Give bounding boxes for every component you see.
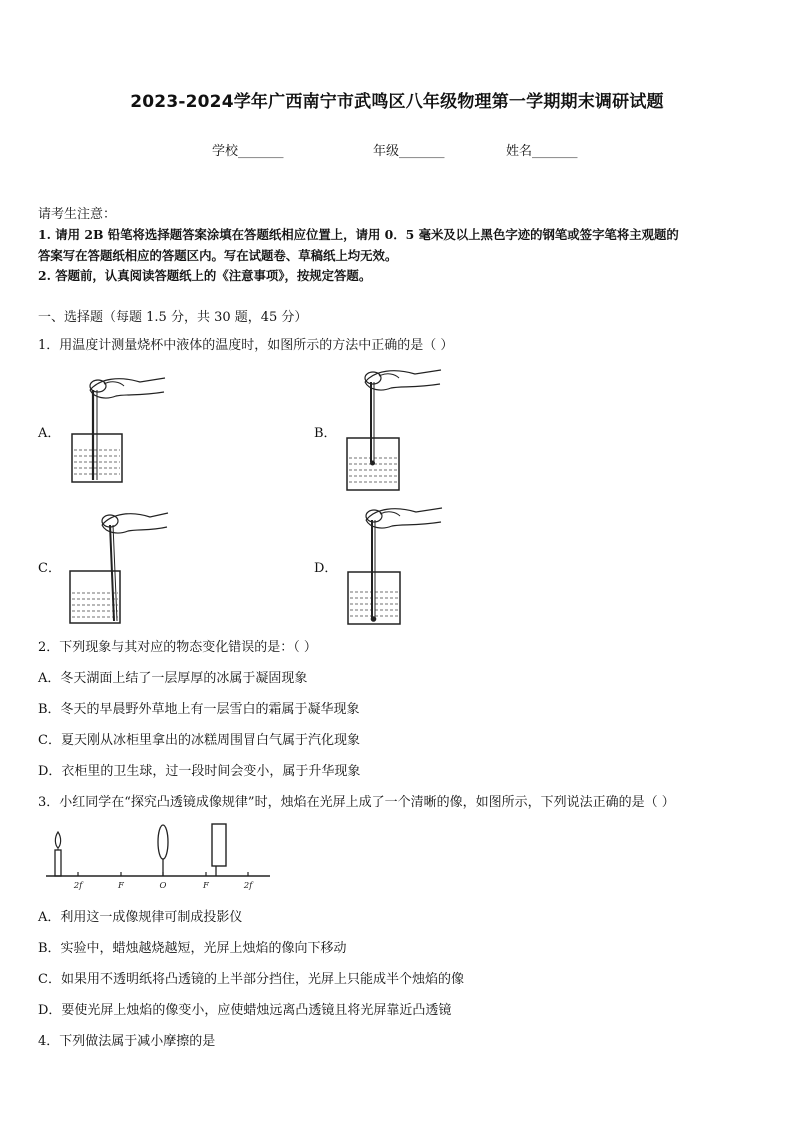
- q3-stem: 3．小红同学在“探究凸透镜成像规律”时，烛焰在光屏上成了一个清晰的像，如图所示，下列说法正确的是（ ）: [38, 795, 675, 810]
- q1-figure-c: [62, 505, 172, 627]
- q1-option-a-label: A．: [38, 426, 61, 441]
- q3-option-c: C．如果用不透明纸将凸透镜的上半部分挡住，光屏上只能成半个烛焰的像: [38, 972, 464, 987]
- q1-option-c-label: C．: [38, 561, 61, 576]
- page-title: 2023-2024学年广西南宁市武鸣区八年级物理第一学期期末调研试题: [130, 92, 664, 112]
- q1-option-b-label: B．: [314, 426, 337, 441]
- axis-label-2f-left: 2f: [73, 881, 83, 891]
- grade-field: 年级_______: [373, 144, 445, 159]
- q2-option-d: D．衣柜里的卫生球，过一段时间会变小，属于升华现象: [38, 764, 361, 779]
- q2-option-b: B．冬天的早晨野外草地上有一层雪白的霜属于凝华现象: [38, 702, 360, 717]
- notice-heading: 请考生注意：: [38, 207, 117, 222]
- q1-stem: 1．用温度计测量烧杯中液体的温度时，如图所示的方法中正确的是（ ）: [38, 338, 454, 353]
- notice-item-1-line-1: 1. 请用 2B 铅笔将选择题答案涂填在答题纸相应位置上，请用 0．5 毫米及以上黑色字迹的钢笔或签字笔将主观题的: [38, 227, 679, 242]
- notice-item-2: 2. 答题前，认真阅读答题纸上的《注意事项》，按规定答题。: [38, 268, 372, 283]
- section-heading: 一、选择题（每题 1.5 分，共 30 题，45 分）: [38, 310, 308, 325]
- school-field: 学校_______: [212, 144, 284, 159]
- axis-label-f-left: F: [118, 881, 124, 891]
- q3-option-b: B．实验中，蜡烛越烧越短，光屏上烛焰的像向下移动: [38, 941, 347, 956]
- q4-stem: 4．下列做法属于减小摩擦的是: [38, 1034, 216, 1049]
- q1-figure-b: [335, 362, 445, 494]
- q1-option-d-label: D．: [314, 561, 338, 576]
- notice-item-1-line-2: 答案写在答题纸相应的答题区内。写在试题卷、草稿纸上均无效。: [38, 248, 398, 263]
- q1-figure-d: [336, 500, 446, 628]
- q3-optical-bench-figure: [44, 818, 274, 896]
- axis-label-f-right: F: [203, 881, 209, 891]
- q1-figure-a: [60, 368, 170, 488]
- q3-option-a: A．利用这一成像规律可制成投影仪: [38, 910, 243, 925]
- q2-stem: 2．下列现象与其对应的物态变化错误的是：（ ）: [38, 640, 317, 655]
- q3-option-d: D．要使光屏上烛焰的像变小，应使蜡烛远离凸透镜且将光屏靠近凸透镜: [38, 1003, 452, 1018]
- q2-option-a: A．冬天湖面上结了一层厚厚的冰属于凝固现象: [38, 671, 308, 686]
- axis-label-2f-right: 2f: [243, 881, 253, 891]
- name-field: 姓名_______: [506, 144, 578, 159]
- q2-option-c: C．夏天刚从冰柜里拿出的冰糕周围冒白气属于汽化现象: [38, 733, 360, 748]
- axis-label-o: O: [159, 881, 167, 891]
